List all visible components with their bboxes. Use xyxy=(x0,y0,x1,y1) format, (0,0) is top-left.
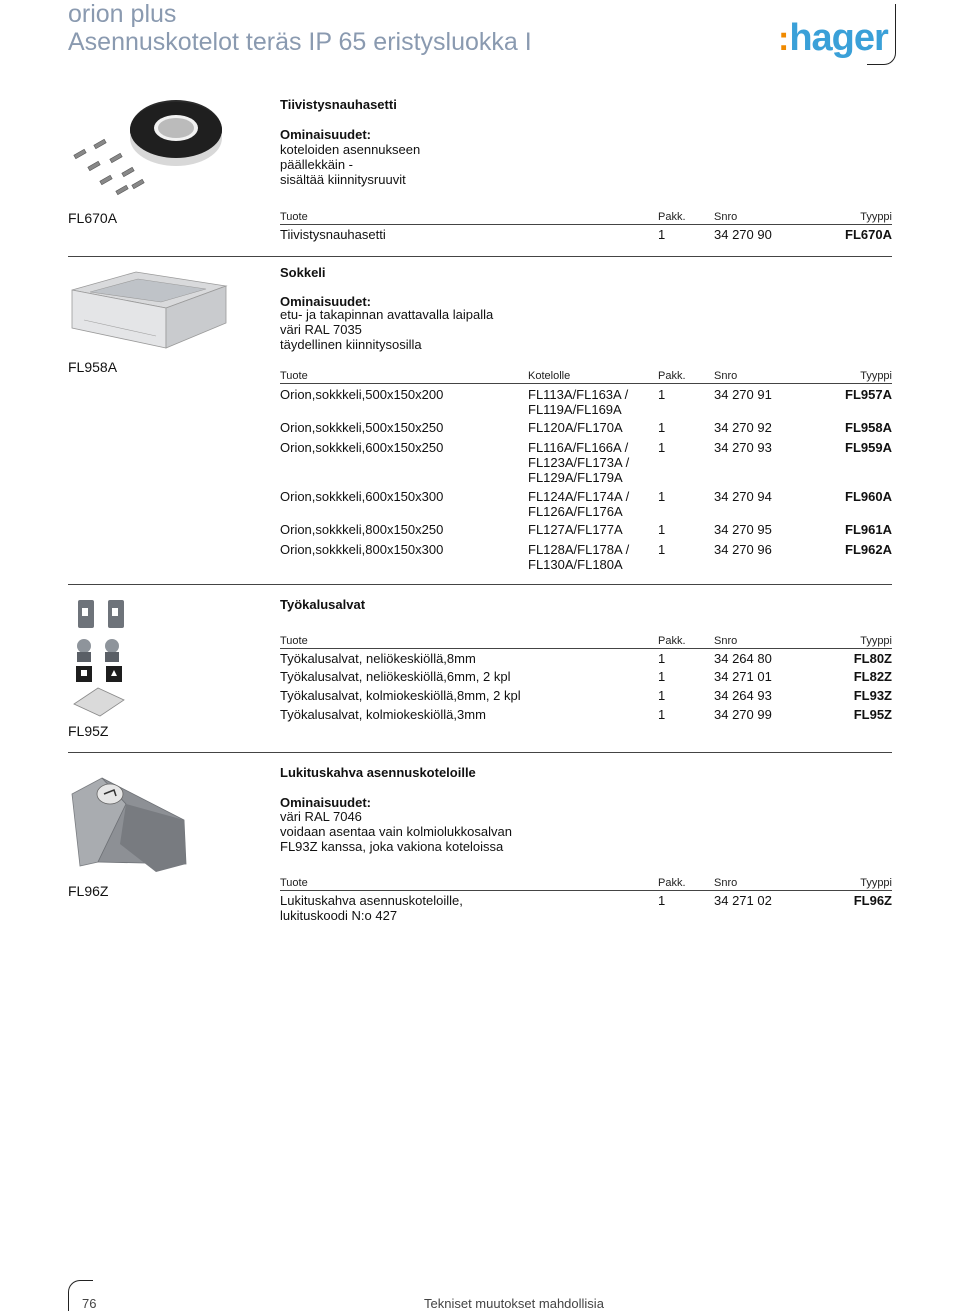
side-code: FL95Z xyxy=(68,723,109,739)
tool-latches-image xyxy=(68,596,148,722)
col-header-pakk: Pakk. xyxy=(658,635,686,647)
table-cell-pakk: 1 xyxy=(658,227,666,242)
table-cell-pakk: 1 xyxy=(658,542,666,557)
property-line: voidaan asentaa vain kolmiolukkosalvan xyxy=(280,824,512,839)
table-cell-kotelolle: FL119A/FL169A xyxy=(528,402,622,417)
properties-label: Ominaisuudet: xyxy=(280,127,372,142)
table-cell-kotelolle: FL127A/FL177A xyxy=(528,522,623,537)
corner-mark-icon xyxy=(867,4,896,65)
property-line: koteloiden asennukseen xyxy=(280,142,421,157)
property-line: väri RAL 7046 xyxy=(280,809,362,824)
table-cell-kotelolle: FL120A/FL170A xyxy=(528,420,623,435)
table-cell-tyyppi: FL960A xyxy=(845,489,892,504)
table-cell-pakk: 1 xyxy=(658,893,666,908)
side-code: FL96Z xyxy=(68,883,109,899)
table-cell-tuote: Orion,sokkkeli,600x150x300 xyxy=(280,489,444,504)
table-cell-tuote: Työkalusalvat, neliökeskiöllä,6mm, 2 kpl xyxy=(280,669,511,684)
table-cell-tyyppi: FL957A xyxy=(845,387,892,402)
section-separator xyxy=(68,752,892,753)
col-header-pakk: Pakk. xyxy=(658,877,686,889)
properties-label: Ominaisuudet: xyxy=(280,294,372,309)
table-cell-kotelolle: FL128A/FL178A / xyxy=(528,542,630,557)
table-cell-snro: 34 270 94 xyxy=(714,489,772,504)
col-header-tyyppi: Tyyppi xyxy=(860,211,892,223)
section-title-sokkeli: Sokkeli xyxy=(280,265,326,280)
section-separator xyxy=(68,584,892,585)
table-cell-snro: 34 271 02 xyxy=(714,893,772,908)
col-header-snro: Snro xyxy=(714,877,738,889)
col-header-tuote: Tuote xyxy=(280,211,308,223)
table-cell-snro: 34 271 01 xyxy=(714,669,772,684)
col-header-tuote: Tuote xyxy=(280,370,308,382)
col-header-snro: Snro xyxy=(714,635,738,647)
col-header-pakk: Pakk. xyxy=(658,211,686,223)
table-cell-snro: 34 270 96 xyxy=(714,542,772,557)
page-title-line1: orion plus xyxy=(68,0,177,28)
col-header-kotelolle: Kotelolle xyxy=(528,370,571,382)
table-cell-snro: 34 270 93 xyxy=(714,440,772,455)
page-title-line2: Asennuskotelot teräs IP 65 eristysluokka I xyxy=(68,28,532,56)
table-cell-tuote: Orion,sokkkeli,600x150x250 xyxy=(280,440,444,455)
table-cell-tuote: Työkalusalvat, kolmiokeskiöllä,8mm, 2 kpl xyxy=(280,688,521,703)
brand-name: hager xyxy=(789,17,888,59)
locking-handle-image xyxy=(66,764,196,874)
col-header-pakk: Pakk. xyxy=(658,370,686,382)
plinth-image xyxy=(66,268,236,353)
table-cell-pakk: 1 xyxy=(658,387,666,402)
table-cell-tuote: Orion,sokkkeli,800x150x300 xyxy=(280,542,444,557)
table-cell-snro: 34 270 95 xyxy=(714,522,772,537)
table-cell-kotelolle: FL124A/FL174A / xyxy=(528,489,630,504)
col-header-tyyppi: Tyyppi xyxy=(860,370,892,382)
table-cell-tyyppi: FL82Z xyxy=(853,669,892,684)
table-cell-pakk: 1 xyxy=(658,489,666,504)
table-cell-tuote: lukituskoodi N:o 427 xyxy=(280,908,398,923)
col-header-tyyppi: Tyyppi xyxy=(860,635,892,647)
table-divider xyxy=(280,383,892,384)
table-cell-tuote: Orion,sokkkeli,800x150x250 xyxy=(280,522,444,537)
table-divider xyxy=(280,224,892,225)
table-cell-kotelolle: FL113A/FL163A / xyxy=(528,387,629,402)
table-cell-pakk: 1 xyxy=(658,440,666,455)
col-header-tuote: Tuote xyxy=(280,635,308,647)
section-title-lukituskahva: Lukituskahva asennuskoteloille xyxy=(280,765,476,780)
table-cell-pakk: 1 xyxy=(658,688,666,703)
table-cell-kotelolle: FL126A/FL176A xyxy=(528,504,623,519)
property-line: päällekkäin - xyxy=(280,157,353,172)
col-header-tyyppi: Tyyppi xyxy=(860,877,892,889)
side-code: FL670A xyxy=(68,210,118,226)
footer-note: Tekniset muutokset mahdollisia xyxy=(424,1296,604,1311)
table-cell-tuote: Orion,sokkkeli,500x150x250 xyxy=(280,420,444,435)
table-cell-tyyppi: FL95Z xyxy=(853,707,892,722)
table-cell-snro: 34 264 80 xyxy=(714,651,772,666)
sealing-tape-image xyxy=(66,92,236,202)
col-header-snro: Snro xyxy=(714,370,738,382)
col-header-snro: Snro xyxy=(714,211,738,223)
table-cell-tyyppi: FL670A xyxy=(845,227,892,242)
table-cell-snro: 34 270 91 xyxy=(714,387,772,402)
table-cell-kotelolle: FL129A/FL179A xyxy=(528,470,623,485)
section-separator xyxy=(68,256,892,257)
table-cell-kotelolle: FL123A/FL173A / xyxy=(528,455,630,470)
table-divider xyxy=(280,648,892,649)
table-cell-tyyppi: FL961A xyxy=(845,522,892,537)
section-title-tyokalusalvat: Työkalusalvat xyxy=(280,597,366,612)
logo-mark-icon: : xyxy=(778,20,789,58)
table-cell-tyyppi: FL959A xyxy=(845,440,892,455)
table-cell-snro: 34 270 99 xyxy=(714,707,772,722)
property-line: FL93Z kanssa, joka vakiona koteloissa xyxy=(280,839,504,854)
table-cell-tuote: Työkalusalvat, neliökeskiöllä,8mm xyxy=(280,651,476,666)
table-cell-snro: 34 270 92 xyxy=(714,420,772,435)
table-cell-pakk: 1 xyxy=(658,707,666,722)
table-cell-tyyppi: FL80Z xyxy=(853,651,892,666)
table-cell-tyyppi: FL96Z xyxy=(853,893,892,908)
table-cell-pakk: 1 xyxy=(658,522,666,537)
table-cell-tuote: Tiivistysnauhasetti xyxy=(280,227,386,242)
table-cell-snro: 34 264 93 xyxy=(714,688,772,703)
table-cell-tyyppi: FL962A xyxy=(845,542,892,557)
table-cell-pakk: 1 xyxy=(658,420,666,435)
table-cell-tuote: Orion,sokkkeli,500x150x200 xyxy=(280,387,444,402)
table-cell-tuote: Työkalusalvat, kolmiokeskiöllä,3mm xyxy=(280,707,486,722)
page-number: 76 xyxy=(82,1296,97,1311)
table-cell-tyyppi: FL958A xyxy=(845,420,892,435)
table-cell-tuote: Lukituskahva asennuskoteloille, xyxy=(280,893,463,908)
table-cell-kotelolle: FL130A/FL180A xyxy=(528,557,623,572)
table-cell-tyyppi: FL93Z xyxy=(853,688,892,703)
property-line: täydellinen kiinnitysosilla xyxy=(280,337,422,352)
side-code: FL958A xyxy=(68,359,118,375)
table-cell-pakk: 1 xyxy=(658,669,666,684)
table-cell-snro: 34 270 90 xyxy=(714,227,772,242)
property-line: sisältää kiinnitysruuvit xyxy=(280,172,406,187)
table-cell-kotelolle: FL116A/FL166A / xyxy=(528,440,629,455)
section-title-tiivistys: Tiivistysnauhasetti xyxy=(280,97,397,112)
table-divider xyxy=(280,890,892,891)
property-line: väri RAL 7035 xyxy=(280,322,362,337)
property-line: etu- ja takapinnan avattavalla laipalla xyxy=(280,307,494,322)
table-cell-pakk: 1 xyxy=(658,651,666,666)
col-header-tuote: Tuote xyxy=(280,877,308,889)
properties-label: Ominaisuudet: xyxy=(280,795,372,810)
